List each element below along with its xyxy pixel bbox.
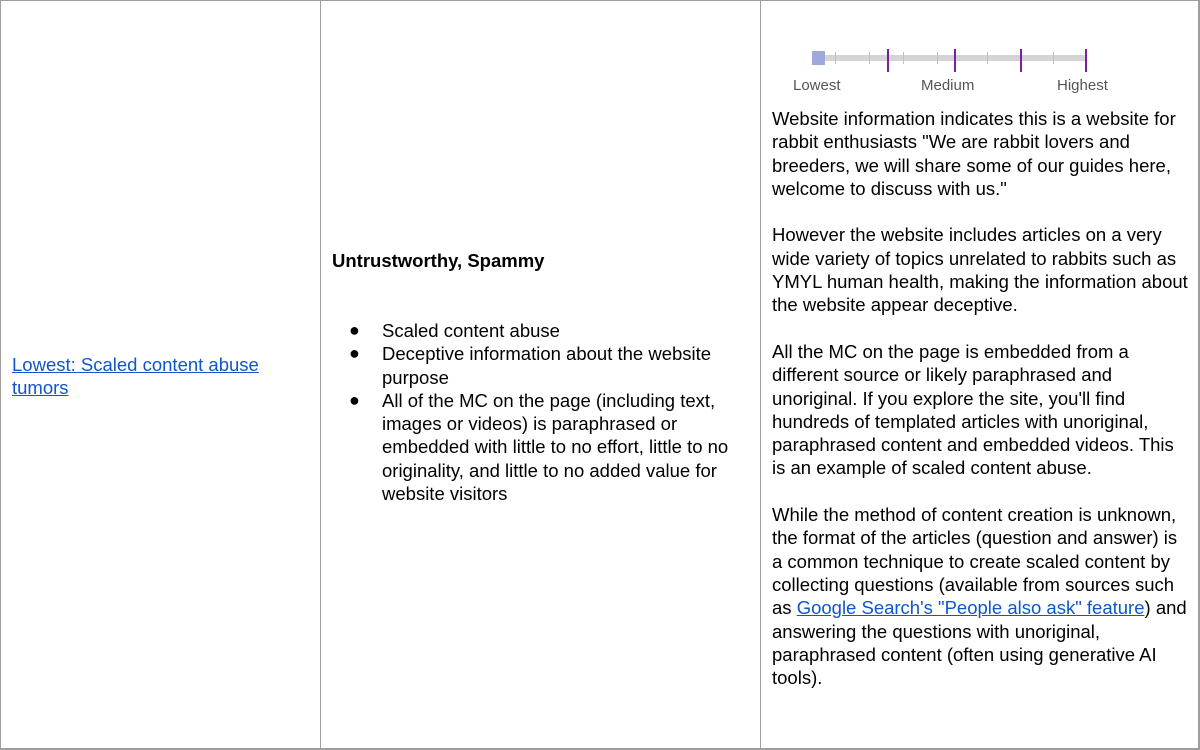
explanation-paragraph: However the website includes articles on a very wide variety of topics unrelated to rabbits such as YMYL human health, making the information about the website appear deceptive. [772, 224, 1188, 316]
scale-tick [1020, 49, 1022, 72]
rating-heading: Untrustworthy, Spammy [332, 250, 545, 271]
rating-bullet-text: Scaled content abuse [382, 320, 560, 341]
scale-tick [887, 49, 889, 72]
explanation-paragraph: Website information indicates this is a website for rabbit enthusiasts "We are rabbit lovers and breeders, we will share some of our guides here, welcome to discuss with us." [772, 108, 1176, 199]
scale-tick [835, 52, 836, 64]
explanation-paragraph [772, 503, 1192, 689]
scale-tick [903, 52, 904, 64]
scale-tick [1053, 52, 1054, 64]
scale-tick [937, 52, 938, 64]
scale-track [812, 55, 1086, 61]
scale-tick [987, 52, 988, 64]
bullet-icon: ● [349, 389, 360, 410]
explanation-paragraph: All the MC on the page is embedded from a different source or likely paraphrased and unoriginal. If you explore the site, you'll find hundreds of templated articles with unoriginal, paraphrased content and embedded videos. This is an example of scaled content abuse. [772, 340, 1174, 479]
rating-bullet-list [332, 319, 752, 505]
scale-label-highest: Highest [1057, 77, 1108, 94]
people-also-ask-link[interactable]: Google Search's "People also ask" feature [796, 597, 1145, 619]
bullet-icon: ● [349, 343, 360, 364]
rating-bullet [332, 389, 752, 505]
explanation-text-segment: While the method of content creation is unknown, the format of the articles (question and answer) is a common technique to create scaled content by collecting questions (available from sources such as [772, 504, 1178, 619]
rating-scale [791, 49, 1108, 97]
rating-cell [320, 0, 761, 750]
rating-bullet [332, 319, 752, 342]
rating-bullet-text: Deceptive information about the website purpose [382, 343, 712, 388]
scale-label-medium: Medium [921, 77, 975, 94]
scale-selected-marker [812, 51, 825, 65]
explanation-cell [760, 0, 1200, 750]
example-link[interactable]: Lowest: Scaled content abuse tumors [12, 354, 259, 399]
rating-bullet-text: All of the MC on the page (including text, images or videos) is paraphrased or embedded with little to no effort, little to no originality, and little to no added value for website visitors [382, 389, 729, 505]
explanation-text-segment: ) and answering the questions with unoriginal, paraphrased content (often using generative AI tools). [772, 597, 1187, 689]
scale-label-lowest: Lowest [793, 77, 841, 94]
rating-bullet [332, 342, 752, 389]
scale-tick [954, 49, 956, 72]
scale-tick [1085, 49, 1087, 72]
example-cell [0, 0, 321, 750]
bullet-icon: ● [349, 320, 360, 340]
scale-tick [869, 52, 870, 64]
explanation-text [772, 107, 1192, 713]
